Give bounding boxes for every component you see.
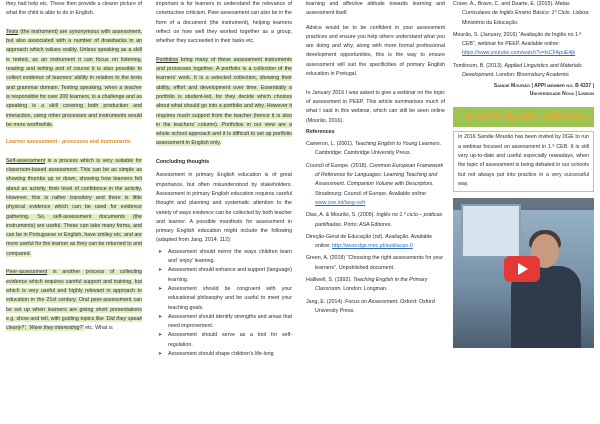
list-item: ➤ Assessment should enhance and support (language) learning. — [168, 266, 292, 285]
peer-quote: ‘Did they speak clearly?’, ‘Were they interesting?’ — [6, 315, 142, 332]
peer-assessment-text: is another process of collecting evidence which requires careful support and training, but which is very useful and highly relevant in approach to education in the 21st century. Oral peer-assessment can be set up when learners are giving short presentations e.g. show and tell, with guiding topics like — [6, 269, 142, 322]
author-name: Sandie Mourão | APPI member no. B 4337 | — [493, 83, 594, 90]
references-heading: References — [306, 128, 335, 135]
column-1 — [6, 0, 142, 424]
reference-item: Halliwell, S. (1992). Teaching English in the Primary Classroom. London: Longman. — [306, 277, 428, 293]
youtube-link[interactable]: https://www.youtube.com/watch?v=lsCFApuE4jk — [462, 50, 576, 57]
list-item: ➤ Assessment should mirror the ways children learn and ‘enjoy’ learning. — [168, 248, 292, 267]
manifesto-list — [156, 248, 292, 360]
reference-item: Mourão, S. (January, 2016) “Avaliação de Inglês no 1.º CEB”, webinar for PEEP. Available online: https://www.youtube.com/watch?v=lsCFApuE4jk — [453, 31, 582, 57]
concluding-paragraph: Assessment in primary English education is of great importance, but often misunderstood by stakeholders. Assessment in primary English education requires careful thought and planning and systematic attention to the variety of ways evidence can be collected by both teacher and learner. A possible manifesto for assessment in primary English education might include the following (adapted from Jang, 2014: 112): — [156, 172, 292, 244]
tests-term: Tests — [6, 28, 19, 35]
reference-link[interactable]: http://www.dge.mec.pt/avaliacao-0 — [332, 243, 413, 250]
portfolios-text: bring many of these assessment instruments and processes together. A portfolio is a collection of the learners’ work. It is a selected collection, showing their ability, effort and development over time. Essentially a portfolio is student-led, for they decide which choices about what should go into a portfolio and why. However it requires much support from the teacher (hence it is also in the teachers’ column). Portfolios in our view are a whole school approach and it is difficult to set up portfolio assessment in English only. — [156, 56, 292, 147]
list-item: ➤ Assessment should serve as a tool for self-regulation. — [168, 331, 292, 350]
portfolios-paragraph — [156, 56, 292, 149]
self-assessment-term: Self-assessment — [6, 157, 46, 164]
concluding-heading: Concluding thoughts — [156, 159, 210, 166]
self-assessment-paragraph — [6, 157, 142, 259]
reference-item: Tomlinson, B. (2013). Applied Linguistics and Materials Development. London: Bloomsbury Academic — [453, 62, 582, 79]
references-list — [306, 140, 445, 316]
editors-note-text: In 2016 Sandie Mourão has been invited by DGE to run a webinar focused on assessment in 1.º CEB. It is still very up-to-date and useful especially nowadays, when the topic of assessment is being debated in our schools but not always put into practice in a very successful way. — [453, 131, 594, 192]
reference-item: Dias, A. & Mourão, S. (2005). Inglês no 1.º ciclo – práticas partilhadas. Porto: ASA Editores. — [306, 212, 443, 228]
editors-note-title: A note by the editors... — [465, 111, 593, 123]
self-assessment-text: is a process which is very suitable for classroom-based assessment. This can be as simple as showing thumbs up or down, showing how learners felt about an activity, their level of confidence in the activity. However, this is rather transitory and there is little physical evidence which can be used for evidence gathering. So, self-assessment documents (the instruments) are useful. These can take many forms, and can be in Portuguese or English, have smiley etc. and are more useful for the learner as they can be returned to and compared. — [6, 157, 142, 257]
section-heading-processes: Learner assessment - processes and instruments — [6, 139, 131, 146]
list-item: ➤ Assessment should identify strengths and areas that need improvement. — [168, 313, 292, 332]
reference-item: Direção-Geral de Educação (nd). Avaliação. Available online: http://www.dge.mec.pt/avaliacao-0 — [306, 233, 433, 250]
peer-assessment-term: Peer-assessment — [6, 269, 48, 276]
advice-paragraph: Advice would be to be confident in your assessment practices and ensure you help others understand what you are doing and why, along with more formal professional development opportunities, this is the way to ensure assessment will suit the specificities of primary English education in Portugal. — [306, 24, 445, 78]
editors-note-banner — [453, 107, 594, 127]
reference-link[interactable]: www.coe.int/lang-cefr — [315, 199, 366, 206]
presenter-image — [511, 234, 581, 348]
peer-assessment-paragraph — [6, 268, 142, 333]
learning-attitude-paragraph: learning and affective attitude towards learning and assessment itself. — [306, 1, 445, 17]
tests-paragraph — [6, 28, 142, 130]
reference-item: Jang, E. (2014). Focus on Assessment. Oxford: Oxford University Press. — [306, 298, 435, 314]
reference-item: Cameron, L. (2001). Teaching English to Young Learners. Cambridge: Cambridge University Press. — [306, 141, 442, 157]
peer-text-end: etc. What is — [83, 325, 113, 332]
webinar-paragraph: In January 2016 I was asked to give a webinar on the topic of assessment in PEEP. This article summarises much of what I said in this webinar, which can still be seen online (Mourão, 2016). — [306, 89, 445, 124]
reference-item: Council of Europe. (2018). Common European Framework of Reference for Languages: Learning Teaching and Assessment. Companion Volume with Descriptors. Strasbourg: Council of Europe. Available online: www.coe.int/lang-cefr — [306, 162, 444, 206]
play-icon[interactable] — [504, 256, 540, 282]
constructive-criticism-paragraph: important is for learners to understand the relevance of constructive criticism. Peer-assessment can also be in the form of a document (the instrument), helping learners reflect on how well they worked together as a group, whether they succeeded in their tasks etc. — [156, 1, 292, 45]
webinar-video-thumbnail[interactable] — [453, 198, 594, 348]
column-2 — [156, 0, 292, 424]
author-signature — [453, 82, 594, 98]
list-item: ➤ Assessment should be congruent with your educational philosophy and be useful to meet your teaching goals. — [168, 285, 292, 313]
reference-item: Green, A. (2018) “Choosing the right assessments for your learners”. Unpublished document. — [306, 255, 444, 271]
intro-paragraph: they had help etc. These then provide a clearer picture of what the child is able to do in English. — [6, 1, 142, 17]
column-3 — [306, 0, 445, 424]
list-item: ➤ Assessment should shape children’s life-long — [168, 350, 292, 359]
reference-item: Crave, A., Bravo, C. and Duarte, E. (2015). Metas Curriculares de Inglês Ensino Básico: 1º Ciclo. Lisboa: Ministério da Educação. — [453, 1, 590, 26]
column-4 — [453, 0, 594, 424]
portfolios-term: Portfolios — [156, 56, 179, 63]
author-affiliation: Universidade Nova | Lisbon — [529, 91, 594, 98]
tests-text: (the instrument) are synonymous with assessment, but also associated with a number of drawbacks in an approach which values orality. Unless speaking as a skill is tested, as an instrument it can focus on listening, reading and writing and of course it is also possible to collect evidence of learners’ ability in relation to the texts and grammar domain. Testing speaking, when a teacher is responsible for over 200 learners, is a challenge and as speaking is a skill covering both production and interaction, using other processes and instruments would be more worthwhile. — [6, 28, 142, 128]
